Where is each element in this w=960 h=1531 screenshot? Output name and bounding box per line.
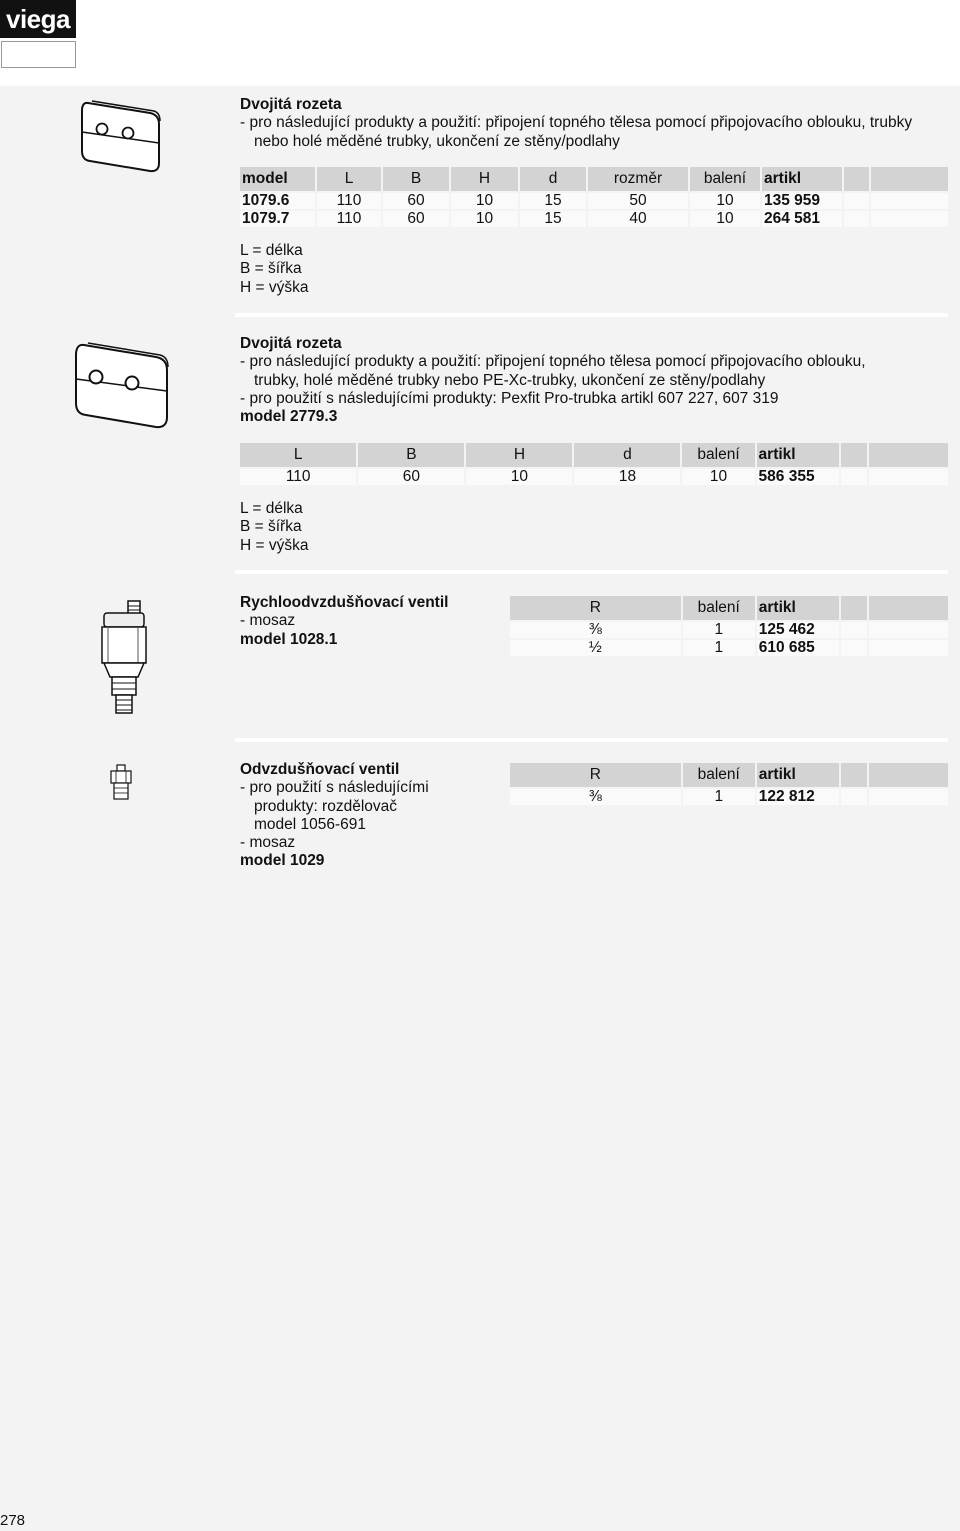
column-header: artikl bbox=[757, 596, 839, 620]
column-header: R bbox=[510, 763, 681, 787]
table-row bbox=[510, 789, 948, 805]
cell: 110 bbox=[317, 211, 381, 227]
empty-cell bbox=[871, 193, 948, 209]
product-title: Odvzdušňovací ventil bbox=[240, 761, 400, 778]
column-header: H bbox=[466, 443, 572, 467]
product-table bbox=[508, 594, 950, 658]
table-row bbox=[240, 193, 948, 209]
column-header: artikl bbox=[757, 443, 839, 467]
empty-cell bbox=[841, 763, 867, 787]
cell-model: 1079.6 bbox=[240, 193, 315, 209]
cell: 40 bbox=[588, 211, 688, 227]
column-header: artikl bbox=[762, 167, 842, 191]
column-header: R bbox=[510, 596, 681, 620]
cell-model: 1079.7 bbox=[240, 211, 315, 227]
empty-cell bbox=[841, 469, 867, 485]
dimension-legend bbox=[240, 500, 308, 555]
cell: 1 bbox=[683, 640, 755, 656]
product-title: Dvojitá rozeta bbox=[240, 96, 342, 113]
empty-cell bbox=[871, 211, 948, 227]
description-line: model 1056-691 bbox=[254, 815, 367, 833]
cell-article: 586 355 bbox=[757, 469, 839, 485]
empty-cell bbox=[869, 763, 948, 787]
table-header-row bbox=[240, 443, 948, 467]
column-header: rozměr bbox=[588, 167, 688, 191]
section-divider bbox=[235, 313, 948, 317]
empty-cell bbox=[869, 596, 948, 620]
section-description bbox=[240, 96, 912, 151]
cell: 10 bbox=[682, 469, 754, 485]
content-panel bbox=[0, 86, 960, 1531]
model-number: model 1029 bbox=[240, 852, 325, 870]
cell: 110 bbox=[317, 193, 381, 209]
cell: 15 bbox=[520, 193, 586, 209]
cell: 18 bbox=[574, 469, 680, 485]
description-line: - mosaz bbox=[240, 612, 296, 630]
empty-cell bbox=[869, 443, 948, 467]
double-rosette-image bbox=[74, 339, 170, 431]
logo-placeholder-box bbox=[1, 41, 76, 68]
section-description bbox=[240, 761, 429, 871]
cell-article: 122 812 bbox=[757, 789, 839, 805]
column-header: B bbox=[358, 443, 464, 467]
column-header: L bbox=[240, 443, 356, 467]
column-header: balení bbox=[683, 596, 755, 620]
dimension-legend bbox=[240, 242, 308, 297]
cell: 10 bbox=[451, 211, 518, 227]
description-line: - pro použití s následujícími bbox=[240, 779, 429, 797]
column-header: balení bbox=[682, 443, 754, 467]
column-header: d bbox=[520, 167, 586, 191]
cell-article: 135 959 bbox=[762, 193, 842, 209]
column-header: artikl bbox=[757, 763, 839, 787]
cell: ⅜ bbox=[510, 622, 681, 638]
description-line: produkty: rozdělovač bbox=[254, 797, 398, 815]
legend-line: H = výška bbox=[240, 536, 309, 554]
section-description bbox=[240, 594, 448, 649]
legend-line: B = šířka bbox=[240, 260, 302, 278]
table-header-row bbox=[510, 596, 948, 620]
table-row bbox=[240, 469, 948, 485]
column-header: L bbox=[317, 167, 381, 191]
empty-cell bbox=[844, 193, 869, 209]
empty-cell bbox=[844, 167, 869, 191]
cell-article: 125 462 bbox=[757, 622, 839, 638]
description-line: - pro následující produkty a použití: připojení topného tělesa pomocí připojovacího oblouku, trubky bbox=[240, 114, 913, 132]
viega-logo: viega bbox=[0, 0, 76, 38]
air-vent-valve-image bbox=[108, 763, 134, 803]
section-description bbox=[240, 335, 866, 426]
empty-cell bbox=[869, 622, 948, 638]
description-line: - pro následující produkty a použití: připojení topného tělesa pomocí připojovacího oblouku, bbox=[240, 353, 866, 371]
table-row bbox=[240, 211, 948, 227]
product-title: Rychloodvzdušňovací ventil bbox=[240, 594, 449, 611]
product-table bbox=[238, 165, 950, 229]
cell: 60 bbox=[383, 211, 449, 227]
cell: 60 bbox=[383, 193, 449, 209]
description-line: nebo holé měděné trubky, ukončení ze stěny/podlahy bbox=[254, 132, 620, 150]
empty-cell bbox=[871, 167, 948, 191]
description-line: - pro použití s následujícími produkty: Pexfit Pro-trubka artikl 607 227, 607 319 bbox=[240, 389, 779, 407]
page-number: 278 bbox=[0, 1512, 26, 1529]
empty-cell bbox=[841, 596, 867, 620]
section-divider bbox=[235, 738, 948, 742]
cell: 50 bbox=[588, 193, 688, 209]
empty-cell bbox=[841, 622, 867, 638]
column-header: model bbox=[240, 167, 315, 191]
cell: 10 bbox=[466, 469, 572, 485]
empty-cell bbox=[869, 789, 948, 805]
description-line: trubky, holé měděné trubky nebo PE-Xc-trubky, ukončení ze stěny/podlahy bbox=[254, 371, 766, 389]
cell: 10 bbox=[690, 211, 760, 227]
cell: 15 bbox=[520, 211, 586, 227]
empty-cell bbox=[869, 469, 948, 485]
legend-line: H = výška bbox=[240, 278, 309, 296]
double-rosette-image bbox=[80, 97, 162, 175]
column-header: balení bbox=[690, 167, 760, 191]
table-header-row bbox=[240, 167, 948, 191]
column-header: balení bbox=[683, 763, 755, 787]
cell: 10 bbox=[690, 193, 760, 209]
model-number: model 1028.1 bbox=[240, 630, 338, 648]
air-vent-valve-image bbox=[98, 599, 150, 719]
cell: 10 bbox=[451, 193, 518, 209]
section-divider bbox=[235, 570, 948, 574]
column-header: B bbox=[383, 167, 449, 191]
empty-cell bbox=[841, 443, 867, 467]
cell-article: 610 685 bbox=[757, 640, 839, 656]
product-title: Dvojitá rozeta bbox=[240, 335, 342, 352]
cell: 60 bbox=[358, 469, 464, 485]
table-row bbox=[510, 640, 948, 656]
empty-cell bbox=[841, 789, 867, 805]
column-header: d bbox=[574, 443, 680, 467]
table-row bbox=[510, 622, 948, 638]
empty-cell bbox=[869, 640, 948, 656]
product-table bbox=[508, 761, 950, 807]
legend-line: L = délka bbox=[240, 500, 303, 517]
column-header: H bbox=[451, 167, 518, 191]
empty-cell bbox=[841, 640, 867, 656]
cell: ⅜ bbox=[510, 789, 681, 805]
legend-line: B = šířka bbox=[240, 518, 302, 536]
cell: ½ bbox=[510, 640, 681, 656]
empty-cell bbox=[844, 211, 869, 227]
description-line: - mosaz bbox=[240, 834, 296, 852]
legend-line: L = délka bbox=[240, 242, 303, 259]
model-number: model 2779.3 bbox=[240, 408, 338, 426]
cell: 1 bbox=[683, 622, 755, 638]
cell: 1 bbox=[683, 789, 755, 805]
cell-article: 264 581 bbox=[762, 211, 842, 227]
table-header-row bbox=[510, 763, 948, 787]
product-table bbox=[238, 441, 950, 487]
cell: 110 bbox=[240, 469, 356, 485]
